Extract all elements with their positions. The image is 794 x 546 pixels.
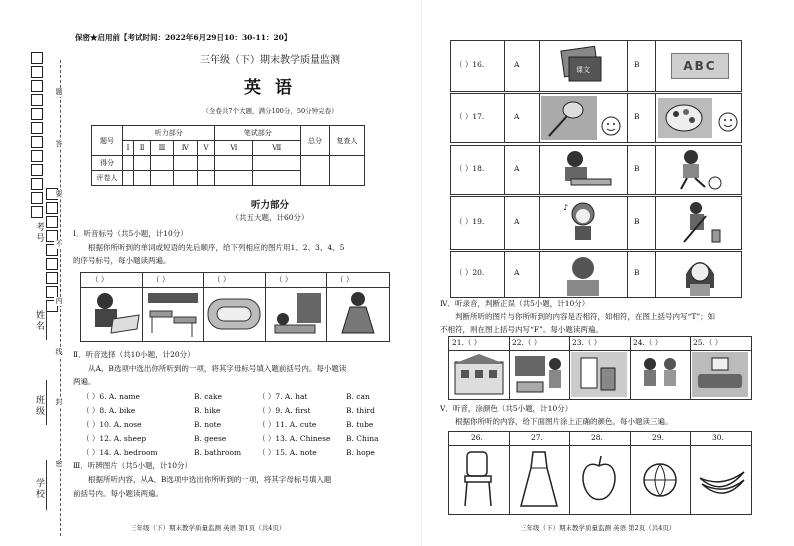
listening-heading: 听力部分 [250, 200, 289, 211]
option-a: A [514, 268, 520, 277]
tf-bracket[interactable]: 25.（ ） [693, 338, 723, 347]
boy-soccer-icon [671, 149, 731, 191]
strip-char: 密 [55, 460, 63, 469]
color-number: 30. [712, 433, 724, 442]
option-b: B [634, 217, 640, 226]
library-icon [267, 289, 325, 339]
boy-mopping-icon [676, 200, 726, 246]
option-item: B. hike [194, 406, 221, 415]
col-listen: 听力部分 [123, 126, 215, 141]
strip-char: 题 [55, 88, 63, 97]
part5-picture-strip [448, 431, 752, 515]
exam-note: （全卷共7个大题，满分100分，50分钟完卷） [202, 107, 338, 115]
apple-icon[interactable] [577, 448, 621, 510]
strip-char: 不 [55, 240, 63, 249]
xingming-label: 姓名 [34, 310, 44, 332]
option-item: B. can [346, 392, 370, 401]
part4-instr: 判断所听的图片与你所听到的内容是否相符，如相符，在图上括号内写“T”；如 [455, 312, 716, 321]
strip-char: 内 [55, 297, 63, 306]
part1-instr: 的序号标号，每小题读两遍。 [73, 256, 171, 265]
part2-instr: 两遍。 [73, 377, 96, 386]
option-item: B. note [194, 420, 222, 429]
option-b: B [634, 268, 640, 277]
girl-dancing-icon [328, 289, 386, 339]
book-icon [557, 45, 609, 87]
option-item[interactable]: （ ）15. A. note [258, 448, 317, 457]
option-b: B [634, 164, 640, 173]
option-item[interactable]: （ ）6. A. name [82, 392, 140, 401]
banji-label: 班级 [34, 395, 44, 417]
option-item: B. hope [346, 448, 375, 457]
question-row-20 [450, 251, 742, 298]
answer-bracket[interactable]: （ ） [213, 275, 231, 284]
color-number: 27. [531, 433, 543, 442]
seat-boxes[interactable] [31, 52, 43, 220]
option-item[interactable]: （ ）11. A. cute [258, 420, 317, 429]
option-item[interactable]: （ ）13. A. Chinese [258, 434, 331, 443]
svg-text:♪: ♪ [563, 203, 569, 212]
part1-instr: 根据你所听到的单词或短语的先后顺序，给下列相应的图片用1、2、3、4、5 [88, 243, 345, 252]
option-a: A [514, 60, 520, 69]
part3-instr: 根据所听内容，从A、B选项中选出你所听到的一项，将其字母标号填入题 [88, 475, 332, 484]
milk-juice-icon [571, 352, 627, 397]
answer-bracket[interactable]: （ ）17. [455, 112, 485, 121]
tf-bracket[interactable]: 22.（ ） [512, 338, 542, 347]
part4-picture-strip [448, 336, 752, 400]
girl-portrait-icon [676, 254, 726, 296]
abc-board-icon: ABC [671, 53, 729, 79]
option-a: A [514, 217, 520, 226]
question-row-18 [450, 145, 742, 195]
row-score: 得分 [92, 156, 123, 171]
answer-bracket[interactable]: （ ）16. [455, 60, 485, 69]
roman: Ⅱ [134, 141, 151, 156]
answer-bracket[interactable]: （ ） [336, 275, 354, 284]
strip-char: 封 [55, 398, 63, 407]
col-tihao: 题号 [92, 126, 123, 156]
roman: Ⅴ [197, 141, 215, 156]
roman: Ⅳ [173, 141, 197, 156]
part2-title: Ⅱ．听音选择（共10小题，计20分） [73, 350, 195, 359]
teacher-board-icon [511, 352, 567, 397]
answer-bracket[interactable]: （ ）18. [455, 164, 485, 173]
option-a: A [514, 164, 520, 173]
listening-sub: （共五大题，计60分） [231, 213, 309, 222]
roman: Ⅲ [151, 141, 174, 156]
kids-playing-icon [632, 352, 688, 397]
col-written: 笔试部分 [215, 126, 301, 141]
question-row-17 [450, 93, 742, 143]
option-item[interactable]: （ ）12. A. sheep [82, 434, 147, 443]
binding-strip [0, 0, 70, 546]
answer-bracket[interactable]: （ ） [275, 275, 293, 284]
boy-writing-icon [551, 149, 615, 191]
roman: Ⅶ [253, 141, 301, 156]
running-track-icon [205, 289, 263, 339]
option-b: B [634, 112, 640, 121]
option-item: B. tube [346, 420, 374, 429]
part3-instr: 前括号内。每小题读两遍。 [73, 489, 163, 498]
roman: Ⅵ [215, 141, 253, 156]
book-cover-text: 课文 [576, 66, 590, 74]
tf-bracket[interactable]: 24.（ ） [633, 338, 663, 347]
living-room-icon [692, 352, 748, 397]
option-a: A [514, 112, 520, 121]
basketball-icon[interactable] [638, 448, 682, 510]
classroom-desks-icon [144, 289, 202, 339]
option-b: B [634, 60, 640, 69]
part5-instr: 根据你所听的内容，给下面图片涂上正确的颜色。每小题读三遍。 [455, 417, 673, 426]
chair-icon[interactable] [457, 448, 501, 510]
tf-bracket[interactable]: 21.（ ） [452, 338, 482, 347]
answer-bracket[interactable]: （ ）19. [455, 217, 485, 226]
option-item[interactable]: （ ）9. A. first [258, 406, 311, 415]
option-item[interactable]: （ ）8. A. bike [82, 406, 136, 415]
answer-bracket[interactable]: （ ） [152, 275, 170, 284]
badminton-icon [541, 96, 625, 140]
footer-right: 三年级（下）期末教学质量监测 英语 第2页（共4页） [520, 524, 676, 532]
option-item: B. third [346, 406, 375, 415]
part3-title: Ⅲ．听辨图片（共5小题，计10分） [73, 461, 193, 470]
option-item: B. cake [194, 392, 222, 401]
footer-left: 三年级（下）期末教学质量监测 英语 第1页（共4页） [130, 524, 286, 532]
option-item[interactable]: （ ）7. A. hat [258, 392, 308, 401]
roman: Ⅰ [123, 141, 134, 156]
strip-char: 线 [55, 348, 63, 357]
strip-char: 要 [55, 190, 63, 199]
row-grader: 评卷人 [92, 171, 123, 186]
option-item: B. geese [194, 434, 227, 443]
dress-icon[interactable] [517, 448, 561, 510]
option-item: B. bathroom [194, 448, 242, 457]
part5-title: Ⅴ．听音，涂颜色（共5小题，计10分） [440, 404, 573, 413]
xuexiao-label: 学校 [34, 478, 44, 500]
col-reviewer: 复查人 [330, 126, 365, 156]
exam-number-boxes[interactable] [46, 188, 58, 314]
score-table [91, 125, 365, 186]
tf-bracket[interactable]: 23.（ ） [572, 338, 602, 347]
man-portrait-icon [559, 254, 609, 296]
part4-instr: 不相符，则在图上括号内写“F”。每小题读两遍。 [440, 325, 603, 334]
part4-title: Ⅳ．听录音，判断正误（共5小题，计10分） [440, 299, 590, 308]
secret-header: 保密★启用前【考试时间：2022年6月29日10：30-11：20】 [75, 33, 292, 42]
answer-bracket[interactable]: （ ） [91, 275, 109, 284]
color-number: 29. [652, 433, 664, 442]
painting-icon [656, 96, 740, 140]
exam-title: 三年级（下）期末教学质量监测 [200, 55, 340, 66]
color-number: 28. [591, 433, 603, 442]
color-number: 26. [471, 433, 483, 442]
option-item[interactable]: （ ）14. A. bedroom [82, 448, 158, 457]
col-total: 总分 [301, 126, 330, 156]
answer-bracket[interactable]: （ ）20. [455, 268, 485, 277]
kaohao-label: 考号 [34, 222, 44, 244]
subject-title: 英 语 [244, 78, 296, 98]
boy-reading-icon [83, 289, 141, 339]
building-icon [451, 352, 507, 397]
bananas-icon[interactable] [696, 448, 748, 510]
strip-char: 答 [55, 140, 63, 149]
part1-title: Ⅰ．听音标号（共5小题，计10分） [73, 229, 188, 238]
option-item: B. China [346, 434, 379, 443]
question-row-16 [450, 40, 742, 92]
question-row-19 [450, 196, 742, 250]
part1-picture-strip [80, 272, 390, 342]
part2-instr: 从A、B选项中选出你所听到的一项，将其字母标号填入题前括号内。每小题读 [88, 364, 347, 373]
option-item[interactable]: （ ）10. A. nose [82, 420, 142, 429]
girl-singing-icon [559, 200, 609, 246]
